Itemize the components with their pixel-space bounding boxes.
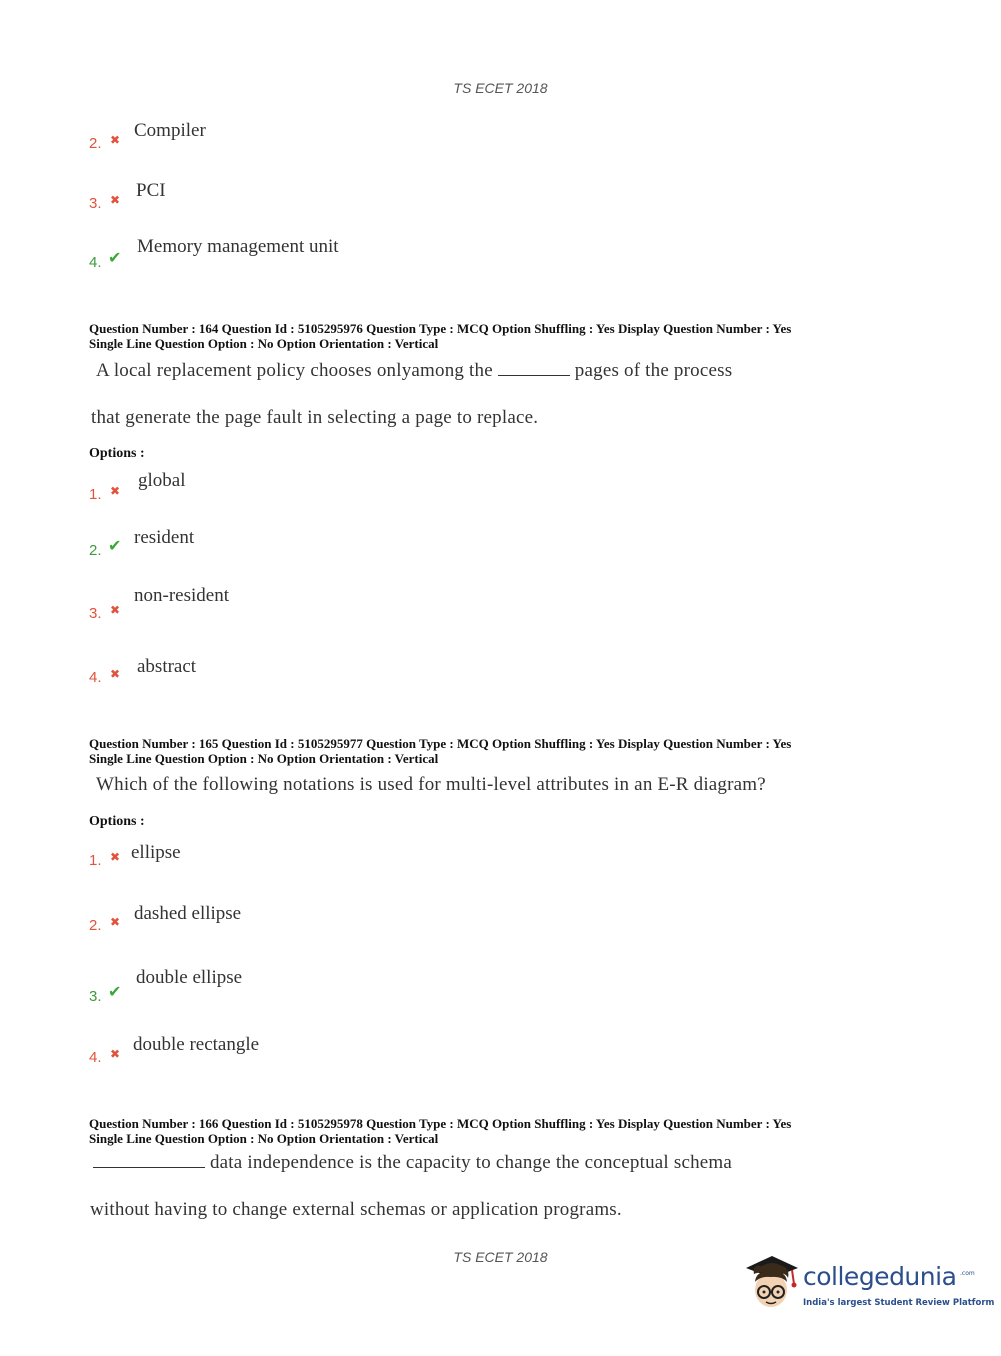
brand-name: collegedunia (803, 1262, 957, 1291)
option-text: non-resident (134, 585, 229, 606)
wrong-mark-icon: ✖ (110, 915, 121, 929)
correct-check-icon: ✔ (108, 248, 122, 267)
option-text: ellipse (131, 842, 181, 863)
option-number: 4. (89, 1049, 102, 1066)
answer-blank (498, 375, 570, 376)
question-text-line2: without having to change external schemas or application programs. (90, 1199, 622, 1220)
options-label: Options : (89, 814, 145, 829)
option-number: 2. (89, 542, 102, 559)
option-text: abstract (137, 656, 197, 677)
wrong-mark-icon: ✖ (110, 133, 121, 147)
question-text: A local replacement policy chooses onlyamong the pages of the process (96, 360, 733, 381)
option-number: 1. (89, 486, 102, 503)
correct-check-icon: ✔ (108, 982, 122, 1001)
answer-blank (93, 1167, 205, 1168)
option-number: 4. (89, 669, 102, 686)
question-meta: Question Number : 164 Question Id : 5105295976 Question Type : MCQ Option Shuffling : Yes Display Question Number : Yes Single Line Question Option : No Option Orientation : Vertical (89, 321, 792, 351)
option-number: 3. (89, 195, 102, 212)
option-number: 2. (89, 135, 102, 152)
brand-domain: .com (960, 1270, 975, 1277)
option-text: global (138, 470, 186, 491)
wrong-mark-icon: ✖ (110, 484, 121, 498)
page-footer: TS ECET 2018 (453, 1249, 548, 1265)
option-text: PCI (136, 180, 166, 201)
wrong-mark-icon: ✖ (110, 193, 121, 207)
mascot-logo-icon (742, 1252, 802, 1318)
option-text: double rectangle (133, 1034, 260, 1055)
option-number: 4. (89, 254, 102, 271)
option-text: resident (134, 527, 195, 548)
question-text: data independence is the capacity to change the conceptual schema (93, 1152, 732, 1174)
correct-check-icon: ✔ (108, 536, 122, 555)
wrong-mark-icon: ✖ (110, 850, 121, 864)
option-number: 3. (89, 605, 102, 622)
option-number: 3. (89, 988, 102, 1005)
option-number: 1. (89, 852, 102, 869)
wrong-mark-icon: ✖ (110, 603, 121, 617)
question-text: Which of the following notations is used for multi-level attributes in an E-R diagram? (96, 774, 766, 795)
option-text: Compiler (134, 120, 206, 141)
question-meta: Question Number : 165 Question Id : 5105295977 Question Type : MCQ Option Shuffling : Yes Display Question Number : Yes Single Line Question Option : No Option Orientation : Vertical (89, 736, 792, 766)
option-text: double ellipse (136, 967, 243, 988)
option-number: 2. (89, 917, 102, 934)
option-text: dashed ellipse (134, 903, 242, 924)
page-header: TS ECET 2018 (453, 80, 548, 96)
wrong-mark-icon: ✖ (110, 667, 121, 681)
options-label: Options : (89, 446, 145, 461)
question-text-line2: that generate the page fault in selecting a page to replace. (91, 407, 539, 428)
brand-tagline: India's largest Student Review Platform (803, 1298, 995, 1308)
wrong-mark-icon: ✖ (110, 1047, 121, 1061)
question-meta: Question Number : 166 Question Id : 5105295978 Question Type : MCQ Option Shuffling : Yes Display Question Number : Yes Single Line Question Option : No Option Orientation : Vertical (89, 1116, 792, 1146)
option-text: Memory management unit (137, 236, 339, 257)
